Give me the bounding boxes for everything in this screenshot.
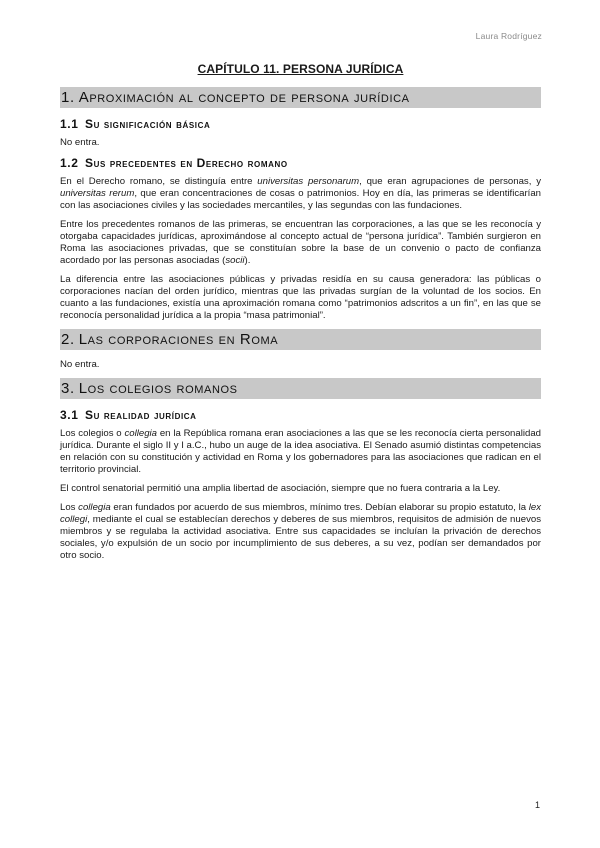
- latin-term: socii: [225, 255, 245, 266]
- paragraph: No entra.: [60, 359, 100, 370]
- paragraph: La diferencia entre las asociaciones públicas y privadas residía en su causa generadora: las públicas o corporaciones nacían del orden jurídico, mientras que las privadas surgían de la voluntad de los socios. En cuanto a las fundaciones, existía una aproximación romana como “patrimonios adscritos a un fin”, en las que se reconocía personalidad jurídica a la propia “masa patrimonial”.: [60, 274, 541, 321]
- subsection-number: 3.1: [60, 408, 79, 422]
- latin-term: universitas personarum: [257, 176, 360, 187]
- latin-term: collegia: [78, 502, 111, 513]
- paragraph: Entre los precedentes romanos de las primeras, se encuentran las corporaciones, a las que se les reconocía y otorgaba capacidades jurídicas, aproximándose al concepto actual de “persona jurídica”. También surgieron en Roma las asociaciones privadas, que se constituían sobre la base de un convenio o pacto de confianza acordado por las personas asociadas (socii).: [60, 219, 541, 266]
- section-number: 3.: [61, 380, 75, 397]
- header-author: Laura Rodríguez: [475, 31, 542, 41]
- page-number: 1: [534, 800, 540, 810]
- subsection-title: Sus precedentes en Derecho romano: [85, 156, 288, 170]
- chapter-title: CAPÍTULO 11. PERSONA JURÍDICA: [197, 62, 404, 76]
- subsection-number: 1.2: [60, 156, 79, 170]
- paragraph: Los collegia eran fundados por acuerdo de sus miembros, mínimo tres. Debían elaborar su propio estatuto, la lex collegi, mediante el cual se establecían derechos y deberes de sus miembros, requisitos de admisión de nuevos miembros y se regulaba la actividad asociativa. Entre sus capacidades se incluían la privación de derechos sociales, y/o expulsión de un socio por incumplimiento de sus deberes, a su vez, podían ser demandados por otro socio.: [60, 502, 541, 561]
- paragraph: No entra.: [60, 137, 100, 148]
- section-title: Aproximación al concepto de persona jurídica: [78, 89, 410, 106]
- subsection-number: 1.1: [60, 117, 79, 131]
- section-heading-1: [60, 87, 541, 108]
- paragraph: El control senatorial permitió una amplia libertad de asociación, siempre que no fuera contraria a la Ley.: [60, 483, 501, 494]
- paragraph: En el Derecho romano, se distinguía entre universitas personarum, que eran agrupaciones de personas, y universitas rerum, que eran concentraciones de cosas o patrimonios. Hoy en día, las primeras se identificarían con las asociaciones civiles y las sociedades mercantiles, y las segundas con las fundaciones.: [60, 176, 541, 211]
- section-title: Las corporaciones en Roma: [78, 331, 279, 348]
- paragraph: Los colegios o collegia en la República romana eran asociaciones a las que se les reconocía cierta personalidad jurídica. Durante el siglo II y I a.C., hubo un auge de la idea asociativa. El Senado asumió distintas competencias en relación con su constitución y actividad en Roma y los gobernadores para las asociaciones que radican en el territorio provincial.: [60, 428, 541, 475]
- section-heading-3: [60, 378, 541, 399]
- latin-term: collegia: [124, 428, 158, 439]
- page-content: [60, 62, 541, 569]
- section-number: 1.: [61, 89, 75, 106]
- subsection-heading-1-2: [60, 156, 541, 171]
- latin-term: universitas rerum: [60, 188, 135, 199]
- subsection-heading-1-1: [60, 117, 541, 132]
- section-title: Los colegios romanos: [78, 380, 238, 397]
- section-number: 2.: [61, 331, 75, 348]
- subsection-title: Su realidad jurídica: [85, 408, 197, 422]
- subsection-title: Su significación básica: [85, 117, 211, 131]
- latin-term: lex collegi: [60, 502, 541, 525]
- section-heading-2: [60, 329, 541, 350]
- subsection-heading-3-1: [60, 408, 541, 423]
